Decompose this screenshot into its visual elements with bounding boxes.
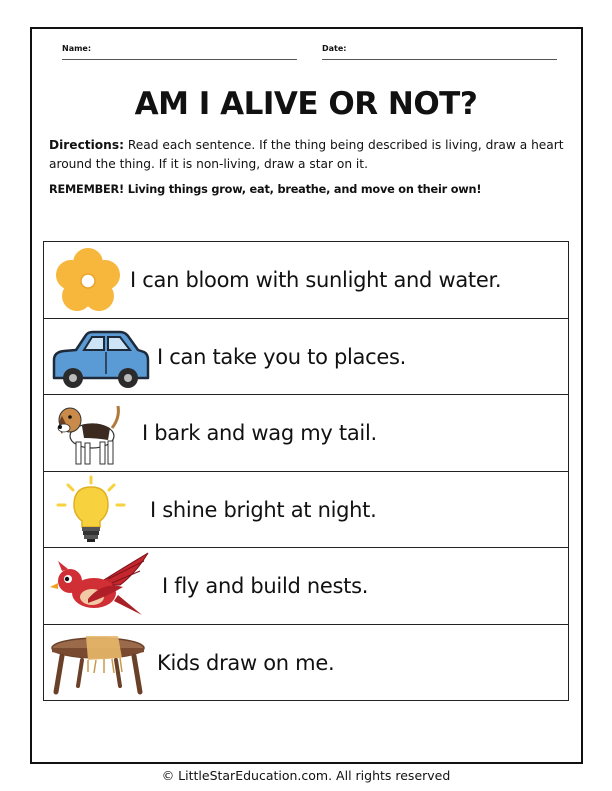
table-icon[interactable]: [48, 628, 152, 698]
dog-icon[interactable]: [52, 398, 124, 468]
car-icon[interactable]: [48, 322, 152, 392]
list-item: [44, 242, 568, 319]
item-text: I bark and wag my tail.: [142, 421, 377, 445]
page-title: AM I ALIVE OR NOT?: [134, 86, 478, 122]
item-text: I shine bright at night.: [150, 497, 377, 522]
item-text: I can bloom with sunlight and water.: [130, 268, 502, 292]
list-item: [44, 548, 568, 625]
bird-icon[interactable]: [48, 551, 152, 621]
directions-lead: Directions:: [49, 138, 124, 152]
remember-note: REMEMBER! Living things grow, eat, breathe, and move on their own!: [49, 183, 482, 196]
items-box: [43, 241, 569, 701]
list-item: [44, 472, 568, 549]
directions: [49, 136, 574, 174]
list-item: [44, 395, 568, 472]
item-text: I fly and build nests.: [162, 574, 369, 598]
lightbulb-icon[interactable]: [48, 475, 134, 545]
footer-copyright: © LittleStarEducation.com. All rights reserved: [161, 768, 451, 783]
item-text: Kids draw on me.: [157, 650, 335, 675]
item-text: I can take you to places.: [157, 344, 407, 369]
name-line[interactable]: [62, 59, 297, 60]
list-item: [44, 319, 568, 396]
name-label: Name:: [62, 44, 92, 53]
date-line[interactable]: [322, 59, 557, 60]
list-item: [44, 625, 568, 702]
date-label: Date:: [322, 44, 347, 53]
flower-icon[interactable]: [48, 245, 128, 315]
directions-text: Read each sentence. If the thing being described is living, draw a heart around the thing. If it is non-living, draw a star on it.: [49, 138, 564, 171]
